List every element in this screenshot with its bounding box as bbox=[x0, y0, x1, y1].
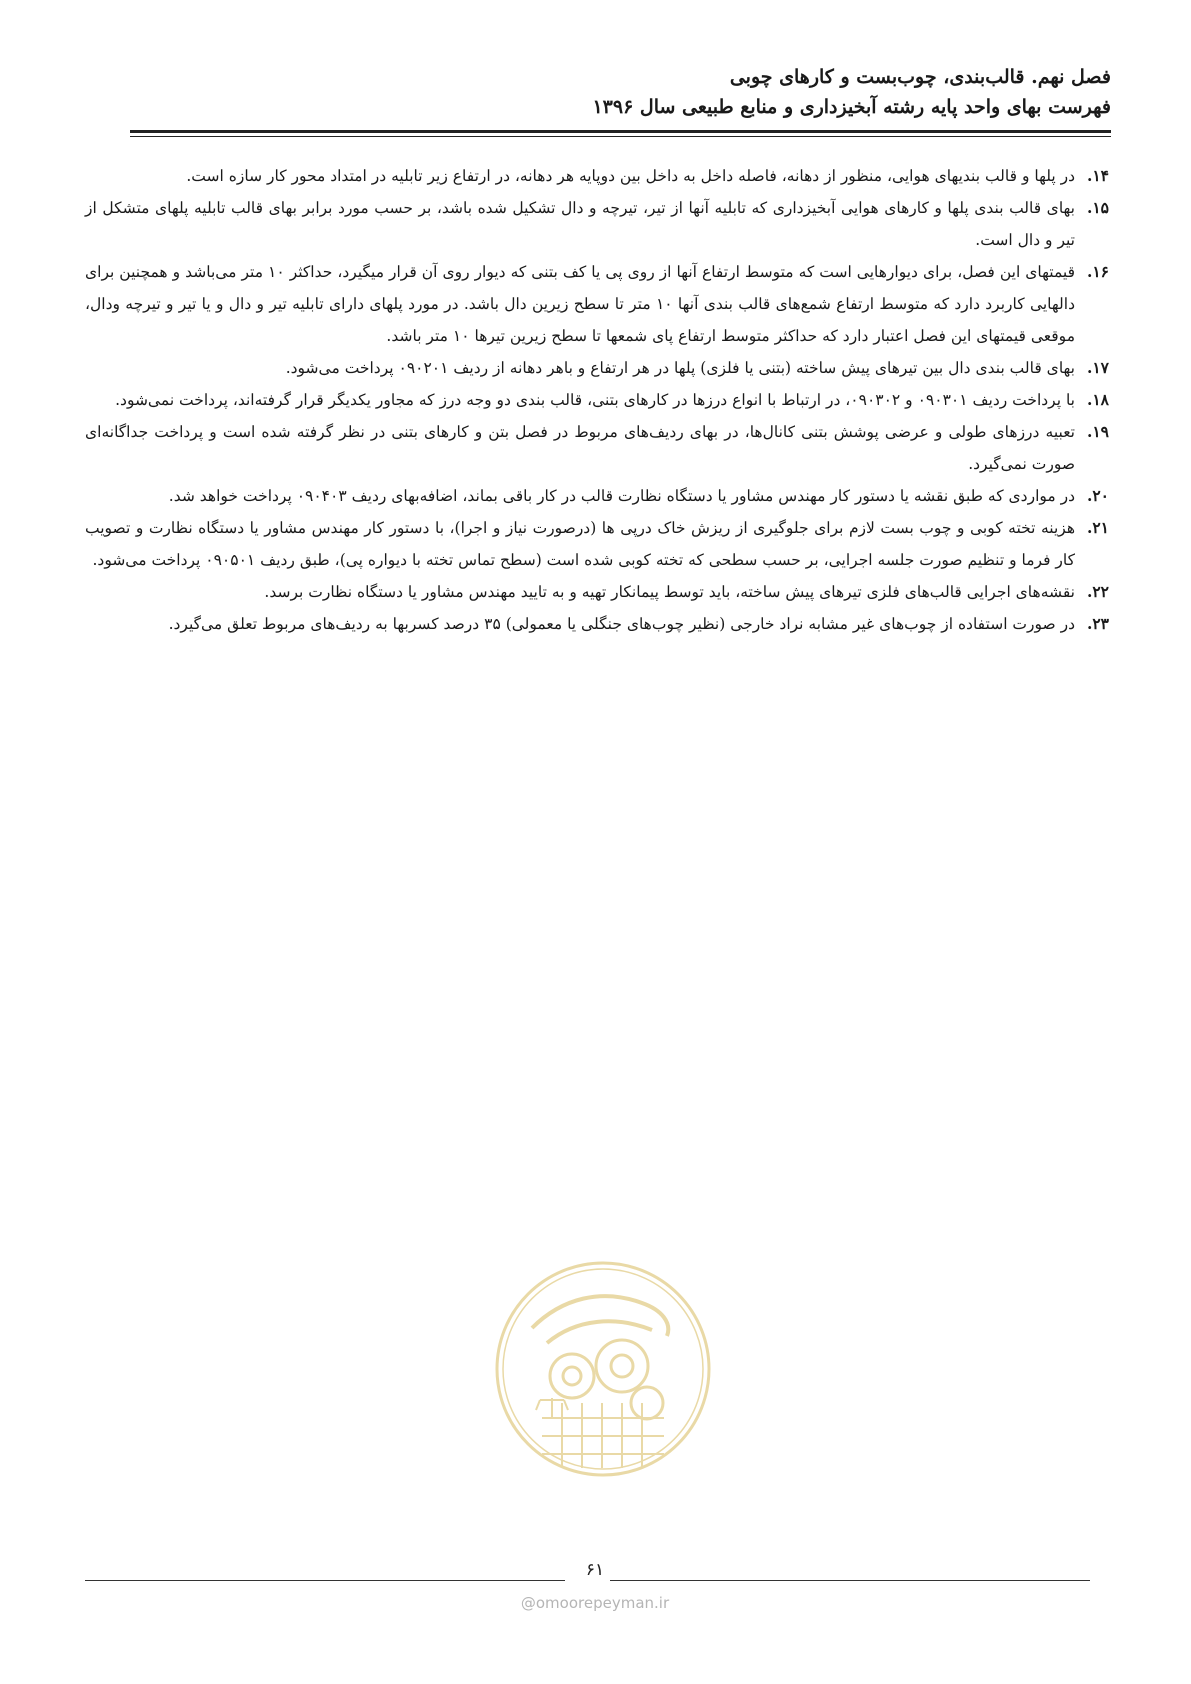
item-text: با پرداخت ردیف ۰۹۰۳۰۱ و ۰۹۰۳۰۲، در ارتباط با انواع درزها در کارهای بتنی، قالب بندی دو وجه درز که مجاور یکدیگر قرار گرفته‌اند، پرداخت نمی‌شود. bbox=[115, 391, 1075, 409]
item-text: هزینه تخته کوبی و چوب بست لازم برای جلوگیری از ریزش خاک درپی ها (درصورت نیاز و اجرا)، با دستور کار مهندس مشاور یا دستگاه نظارت و تصویب کار فرما و تنظیم صورت جلسه اجرایی، بر حسب سطحی که تخته کوبی شده است (سطح تماس تخته با دیواره پی)، طبق ردیف ۰۹۰۵۰۱ پرداخت می‌شود. bbox=[85, 519, 1075, 569]
list-item bbox=[85, 256, 1109, 352]
list-item bbox=[85, 352, 1109, 384]
item-number: ۱۴. bbox=[1086, 166, 1109, 185]
item-number: ۱۶. bbox=[1086, 262, 1109, 281]
list-item bbox=[85, 384, 1109, 416]
stamp-logo-icon bbox=[492, 1258, 714, 1480]
item-number: ۱۹. bbox=[1086, 422, 1109, 441]
chapter-title: فصل نهم. قالب‌بندی، چوب‌بست و کارهای چوبی bbox=[729, 66, 1111, 88]
item-text: بهای قالب بندی پلها و کارهای هوایی آبخیزداری که تابلیه آنها از تیر، تیرچه و دال تشکیل شده باشد، بر حسب مورد برابر بهای قالب تابلیه پلهای متشکل از تیر و دال است. bbox=[85, 199, 1075, 249]
list-item bbox=[85, 608, 1109, 640]
item-text: قیمتهای این فصل، برای دیوارهایی است که متوسط ارتفاع آنها از روی پی یا کف بتنی که دیوار روی آن قرار میگیرد، حداکثر ۱۰ متر می‌باشد و همچنین برای دالهایی کاربرد دارد که متوسط ارتفاع شمع‌های قالب بندی آنها ۱۰ متر تا سطح زیرین دال باشد. در مورد پلهای دارای تابلیه تیر و دال و یا تیر و تیرچه ودال، موقعی قیمتهای این فصل اعتبار دارد که حداکثر متوسط ارتفاع پای شمعها تا سطح زیرین تیرها ۱۰ متر باشد. bbox=[85, 263, 1075, 345]
item-text: در پلها و قالب بندیهای هوایی، منظور از دهانه، فاصله داخل به داخل بین دوپایه هر دهانه، در ارتفاع زیر تابلیه در امتداد محور کار سازه است. bbox=[186, 167, 1075, 185]
list-item bbox=[85, 512, 1109, 576]
item-number: ۲۲. bbox=[1086, 582, 1109, 601]
item-text: بهای قالب بندی دال بین تیرهای پیش ساخته (بتنی یا فلزی) پلها در هر ارتفاع و باهر دهانه از ردیف ۰۹۰۲۰۱ پرداخت می‌شود. bbox=[285, 359, 1075, 377]
item-number: ۲۳. bbox=[1086, 614, 1109, 633]
footer-rule-left bbox=[85, 1580, 565, 1581]
page-header bbox=[130, 62, 1111, 122]
document-title: فهرست بهای واحد پایه رشته آبخیزداری و منابع طبیعی سال ۱۳۹۶ bbox=[592, 96, 1111, 118]
item-text: نقشه‌های اجرایی قالب‌های فلزی تیرهای پیش ساخته، باید توسط پیمانکار تهیه و به تایید مهندس مشاور یا دستگاه نظارت برسد. bbox=[264, 583, 1075, 601]
list-item bbox=[85, 416, 1109, 480]
item-number: ۱۸. bbox=[1086, 390, 1109, 409]
item-number: ۲۱. bbox=[1086, 518, 1109, 537]
item-number: ۱۷. bbox=[1086, 358, 1109, 377]
site-watermark: @omoorepeyman.ir bbox=[520, 1594, 670, 1612]
item-number: ۱۵. bbox=[1086, 198, 1109, 217]
footer-rule-right bbox=[610, 1580, 1090, 1581]
header-rule-thick bbox=[130, 130, 1111, 133]
page-number: ۶۱ bbox=[585, 1560, 605, 1580]
item-number: ۲۰. bbox=[1086, 486, 1109, 505]
header-rule-thin bbox=[130, 136, 1111, 137]
notes-list bbox=[85, 160, 1109, 640]
list-item bbox=[85, 576, 1109, 608]
item-text: در صورت استفاده از چوب‌های غیر مشابه نراد خارجی (نظیر چوب‌های جنگلی یا معمولی) ۳۵ درصد کسربها به ردیف‌های مربوط تعلق می‌گیرد. bbox=[168, 615, 1075, 633]
list-item bbox=[85, 192, 1109, 256]
list-item bbox=[85, 480, 1109, 512]
item-text: در مواردی که طبق نقشه یا دستور کار مهندس مشاور یا دستگاه نظارت قالب در کار باقی بماند، اضافه‌بهای ردیف ۰۹۰۴۰۳ پرداخت خواهد شد. bbox=[168, 487, 1075, 505]
item-text: تعبیه درزهای طولی و عرضی پوشش بتنی کانال‌ها، در بهای ردیف‌های مربوط در فصل بتن و کارهای بتنی در نظر گرفته شده است و پرداخت جداگانه‌ای صورت نمی‌گیرد. bbox=[85, 423, 1075, 473]
list-item bbox=[85, 160, 1109, 192]
